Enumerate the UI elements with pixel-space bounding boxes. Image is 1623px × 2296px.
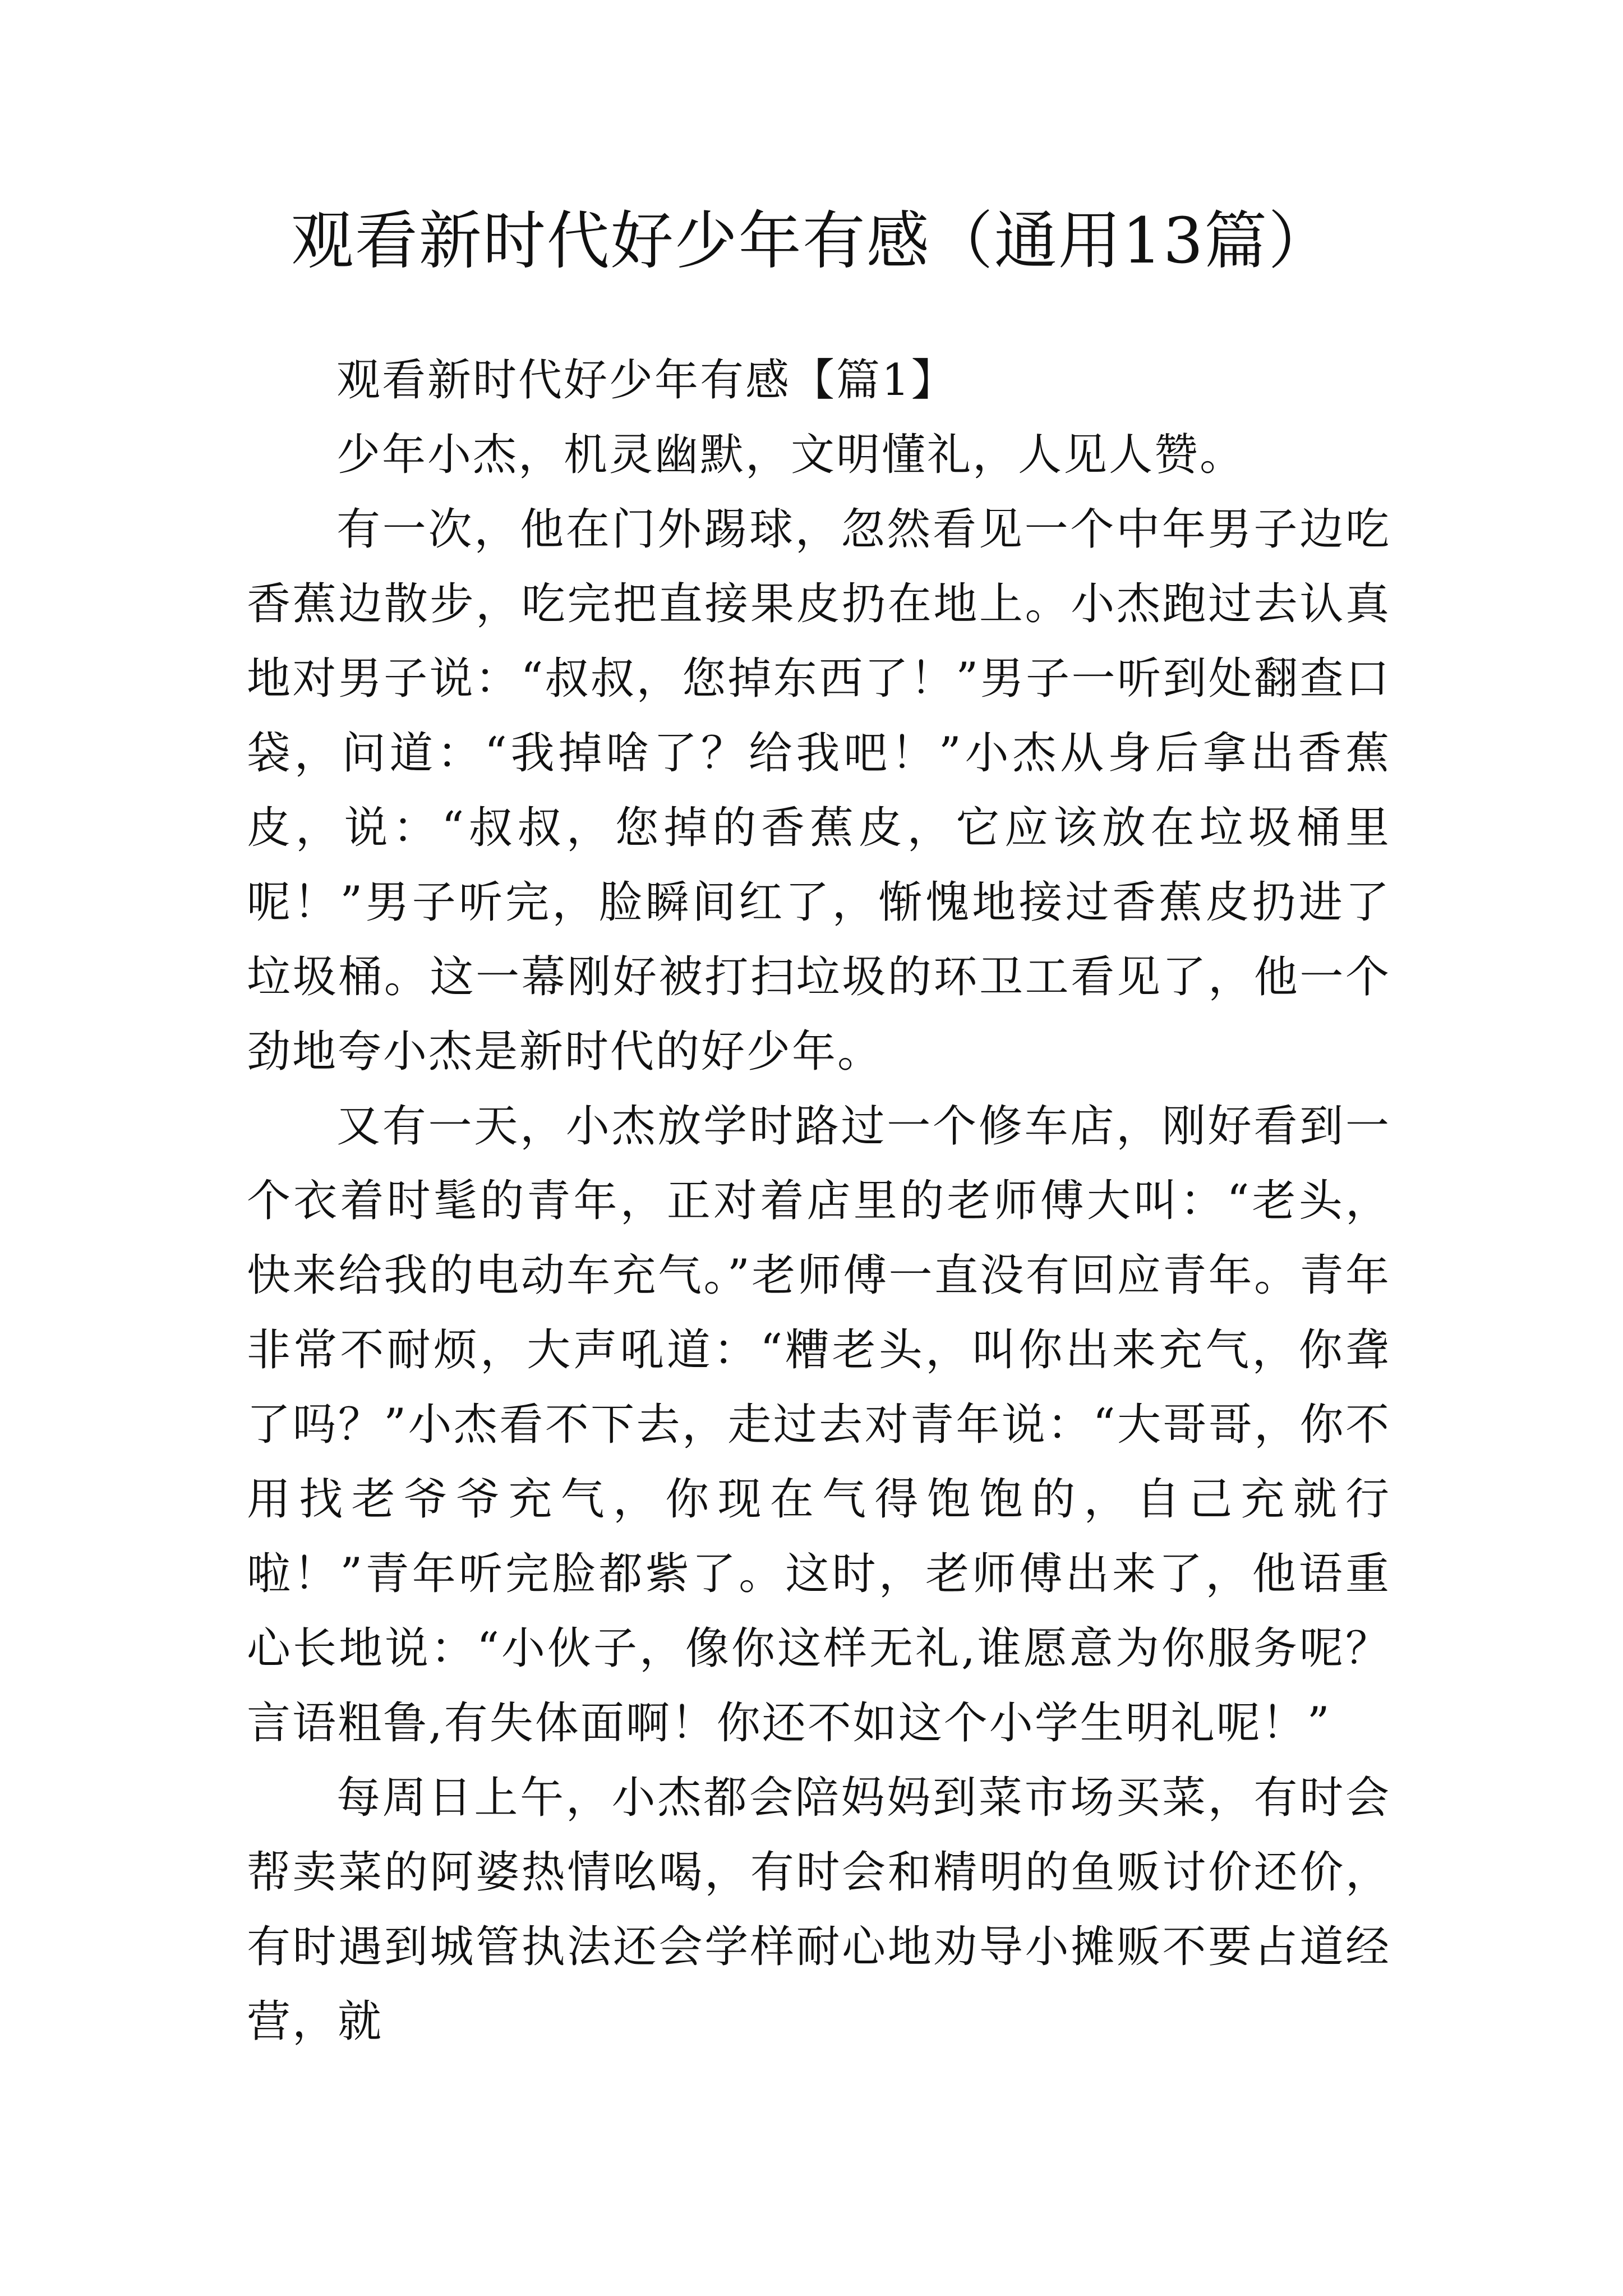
section-heading: 观看新时代好少年有感【篇1】 [336, 355, 957, 406]
paragraph-intro: 少年小杰，机灵幽默，文明懂礼，人见人赞。 [336, 430, 1246, 480]
paragraph-banana-peel: 有一次，他在门外踢球，忽然看见一个中年男子边吃香蕉边散步，吃完把直接果皮扔在地上。小杰跑过去认真地对男子说：“叔叔，您掉东西了！”男子一听到处翻查口袋，问道：“我掉啥了？给我吧！”小杰从身后拿出香蕉皮，说：“叔叔，您掉的香蕉皮，它应该放在垃圾桶里呢！”男子听完，脸瞬间红了，惭愧地接过香蕉皮扔进了垃圾桶。这一幕刚好被打扫垃圾的环卫工看见了，他一个劲地夸小杰是新时代的好少年。 [247, 504, 1391, 1077]
paragraph-market: 每周日上午，小杰都会陪妈妈到菜市场买菜，有时会帮卖菜的阿婆热情吆喝，有时会和精明的鱼贩讨价还价，有时遇到城管执法还会学样耐心地劝导小摊贩不要占道经营，就 [247, 1773, 1391, 2047]
document-title: 观看新时代好少年有感（通用13篇） [291, 205, 1332, 278]
document-body [247, 343, 1391, 2059]
paragraph-repair-shop: 又有一天，小杰放学时路过一个修车店，刚好看到一个衣着时髦的青年，正对着店里的老师傅大叫：“老头，快来给我的电动车充气。”老师傅一直没有回应青年。青年非常不耐烦，大声吼道：“糟老头，叫你出来充气，你聋了吗？”小杰看不下去，走过去对青年说：“大哥哥，你不用找老爷爷充气，你现在气得饱饱的，自己充就行啦！”青年听完脸都紫了。这时，老师傅出来了，他语重心长地说：“小伙子，像你这样无礼,谁愿意为你服务呢？言语粗鲁,有失体面啊！你还不如这个小学生明礼呢！” [247, 1101, 1391, 1749]
